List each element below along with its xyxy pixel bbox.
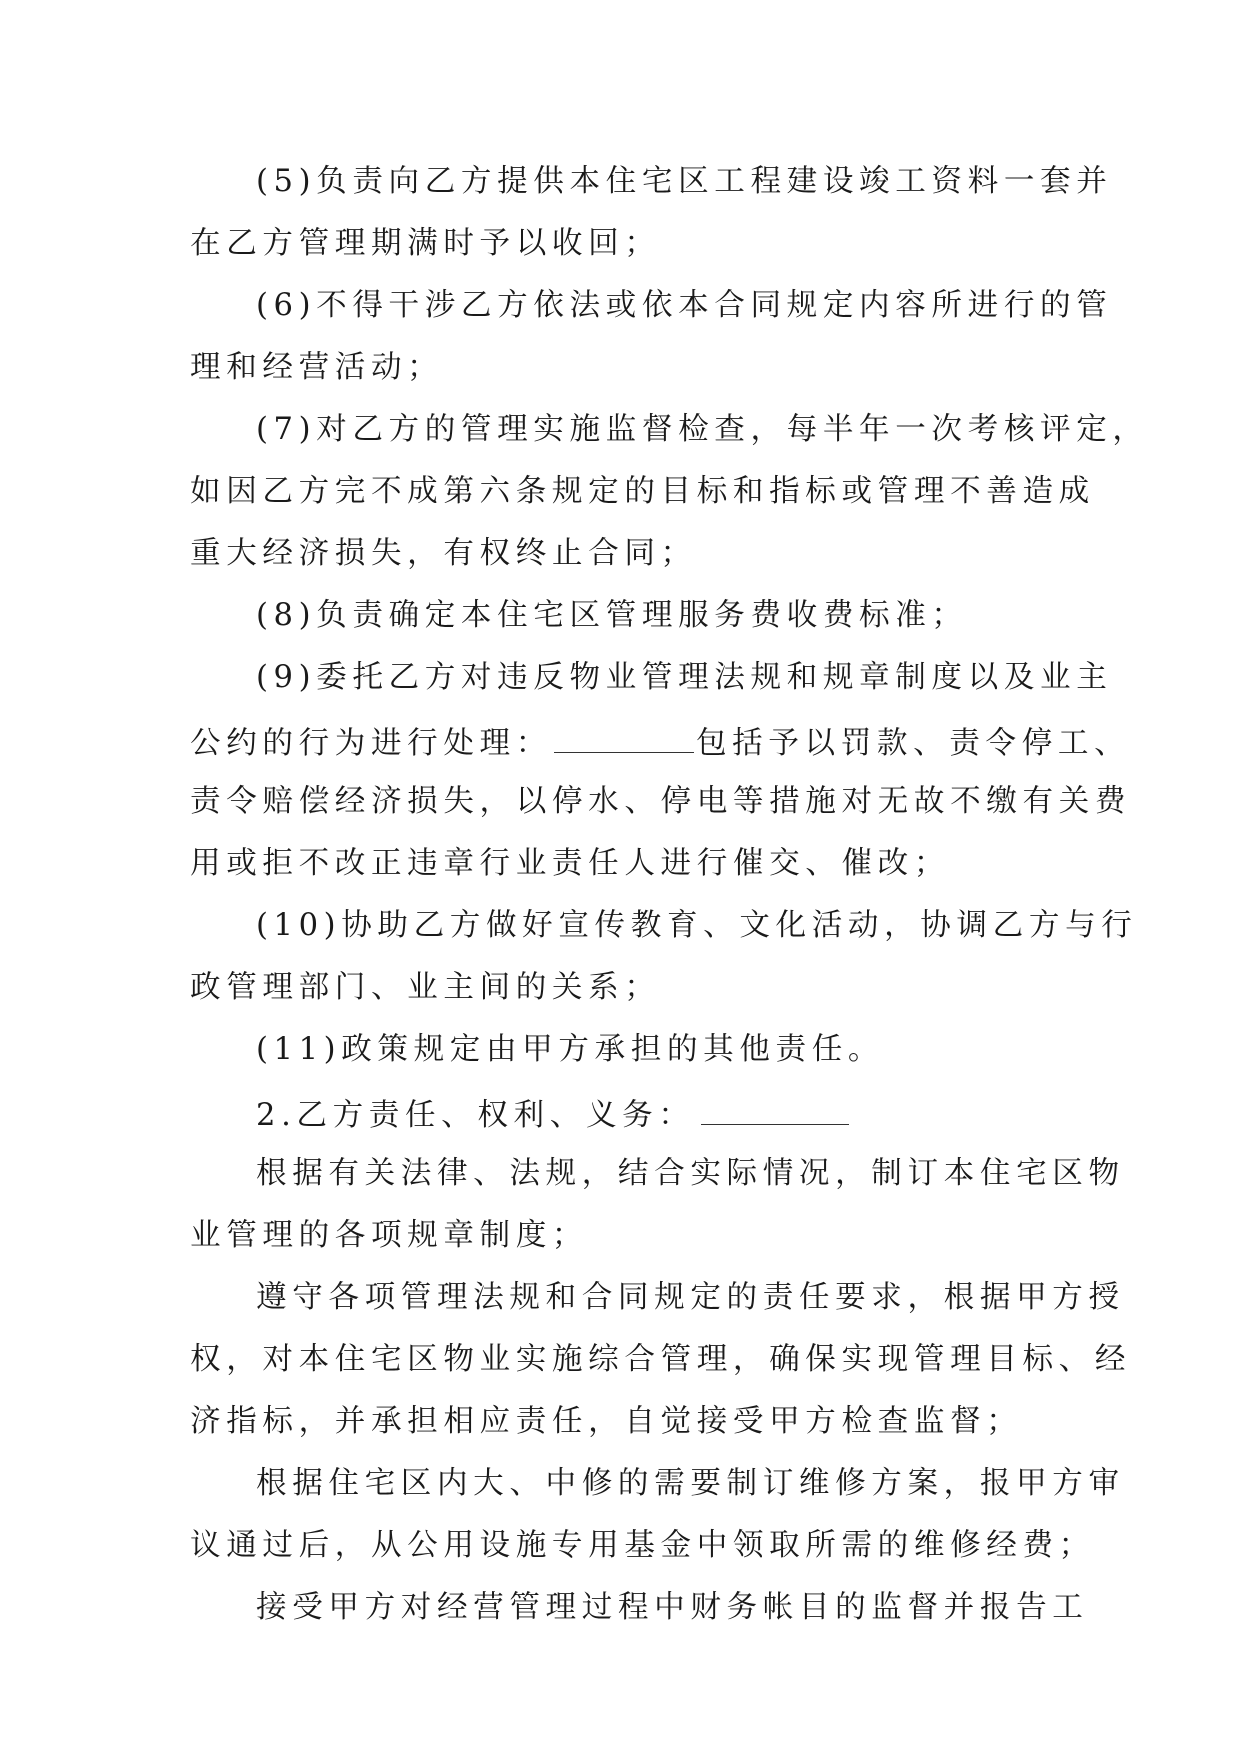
text-line: 责令赔偿经济损失，以停水、停电等措施对无故不缴有关费: [190, 784, 1132, 819]
text-line: 接受甲方对经营管理过程中财务帐目的监督并报告工: [256, 1590, 1089, 1625]
text-line: 重大经济损失，有权终止合同；: [190, 536, 697, 571]
text-line: (8)负责确定本住宅区管理服务费收费标准；: [256, 598, 968, 633]
text-line: 在乙方管理期满时予以收回；: [190, 226, 661, 261]
text-line: (5)负责向乙方提供本住宅区工程建设竣工资料一套并: [256, 164, 1113, 199]
text-line: (7)对乙方的管理实施监督检查，每半年一次考核评定，: [256, 412, 1149, 447]
fill-in-blank[interactable]: [554, 720, 694, 753]
text-line: (10)协助乙方做好宣传教育、文化活动，协调乙方与行: [256, 908, 1138, 943]
text-line: (11)政策规定由甲方承担的其他责任。: [256, 1032, 885, 1067]
text-segment: 公约的行为进行处理：: [190, 726, 552, 761]
text-line: 如因乙方完不成第六条规定的目标和指标或管理不善造成: [190, 474, 1095, 509]
text-line: 根据有关法律、法规，结合实际情况，制订本住宅区物: [256, 1156, 1125, 1191]
text-line: 根据住宅区内大、中修的需要制订维修方案，报甲方审: [256, 1466, 1125, 1501]
text-line: 济指标，并承担相应责任，自觉接受甲方检查监督；: [190, 1404, 1023, 1439]
text-line: 政管理部门、业主间的关系；: [190, 970, 661, 1005]
text-line: (9)委托乙方对违反物业管理法规和规章制度以及业主: [256, 660, 1113, 695]
text-line: 业管理的各项规章制度；: [190, 1218, 589, 1253]
text-line: [190, 720, 1131, 782]
text-line: 用或拒不改正违章行业责任人进行催交、催改；: [190, 846, 951, 881]
text-line: 议通过后，从公用设施专用基金中领取所需的维修经费；: [190, 1528, 1095, 1563]
text-segment: 包括予以罚款、责令停工、: [695, 726, 1131, 761]
section-heading: 2.乙方责任、权利、义务：: [256, 1098, 695, 1133]
text-line: 权，对本住宅区物业实施综合管理，确保实现管理目标、经: [190, 1342, 1132, 1377]
text-line: (6)不得干涉乙方依法或依本合同规定内容所进行的管: [256, 288, 1113, 323]
document-body: [190, 162, 1149, 1650]
text-line: [190, 1092, 1070, 1154]
text-line: 理和经营活动；: [190, 350, 444, 385]
fill-in-blank[interactable]: [701, 1092, 849, 1125]
text-line: 遵守各项管理法规和合同规定的责任要求，根据甲方授: [256, 1280, 1125, 1315]
